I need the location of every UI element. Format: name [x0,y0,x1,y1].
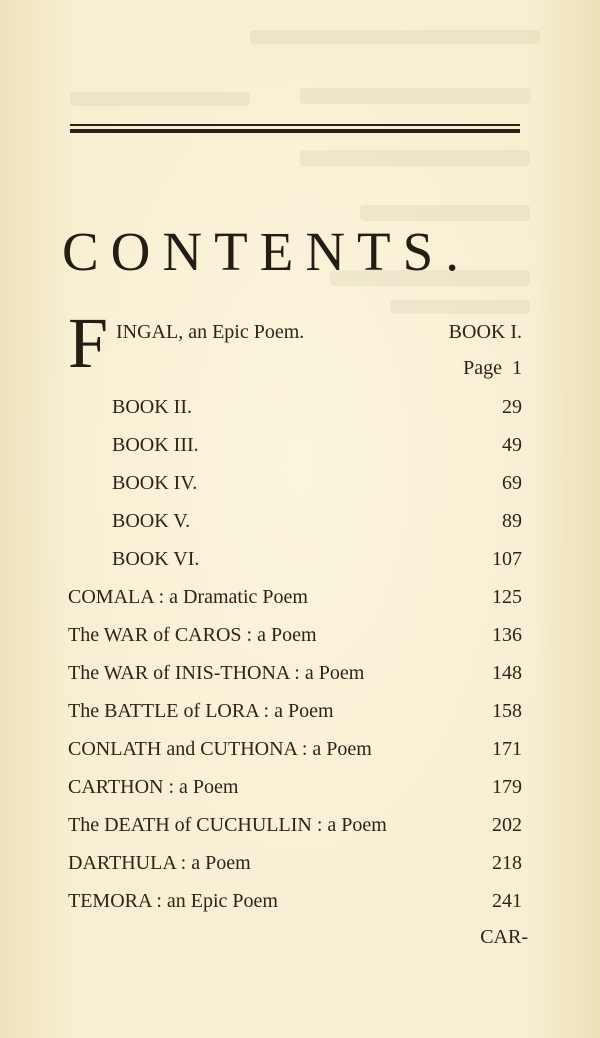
toc-entry-title: The WAR of CAROS : a Poem [68,624,317,646]
toc-entry-title: BOOK V. [112,510,191,532]
toc-entry-title: BOOK II. [112,396,192,418]
toc-entry-page: 69 [502,472,522,494]
toc-entry-page: 218 [492,852,522,874]
toc-entry-page: 148 [492,662,522,684]
toc-entry [68,810,522,840]
toc-entry-title: TEMORA : an Epic Poem [68,890,278,912]
toc-entry-book: BOOK I. [448,321,522,343]
contents-heading: CONTENTS. [62,221,471,282]
toc-entry-title: BOOK VI. [112,548,200,570]
drop-cap: F [68,303,109,383]
toc-entry [68,468,522,498]
toc-entry-title: DARTHULA : a Poem [68,852,251,874]
toc-entry-title: CARTHON : a Poem [68,776,239,798]
toc-entry [68,772,522,802]
toc-entry-page: 1 [512,357,522,379]
toc-entry-page: 107 [492,548,522,570]
toc-entry-page: 179 [492,776,522,798]
toc-entry-title: The WAR of INIS-THONA : a Poem [68,662,365,684]
toc-entry [68,392,522,422]
toc-entry [68,696,522,726]
toc-entry [68,658,522,688]
toc-entry [68,430,522,460]
toc-entry [68,582,522,612]
toc-entry-page: 202 [492,814,522,836]
toc-entry-title: BOOK IV. [112,472,198,494]
toc-entry-title: The DEATH of CUCHULLIN : a Poem [68,814,387,836]
toc-entry [68,886,522,916]
toc-entry-title: INGAL, an Epic Poem. [116,321,305,343]
toc-entry-title: COMALA : a Dramatic Poem [68,586,308,608]
page-column-label: Page 1 [463,357,522,379]
toc-entry-page: 158 [492,700,522,722]
catchword: CAR- [480,926,528,948]
toc-entry [68,734,522,764]
toc-entry-title: BOOK III. [112,434,199,456]
toc-entry-title: The BATTLE of LORA : a Poem [68,700,334,722]
toc-entry-page: 171 [492,738,522,760]
toc-entry [68,620,522,650]
toc-entry [68,848,522,878]
toc-entry [68,544,522,574]
toc-entry [68,506,522,536]
toc-entry-page: 125 [492,586,522,608]
toc-entry-page: 136 [492,624,522,646]
toc-entry-page: 49 [502,434,522,456]
toc-entry-page: 89 [502,510,522,532]
toc-entry-page: 29 [502,396,522,418]
toc-entry-page: 241 [492,890,522,912]
toc-entry-title: CONLATH and CUTHONA : a Poem [68,738,372,760]
